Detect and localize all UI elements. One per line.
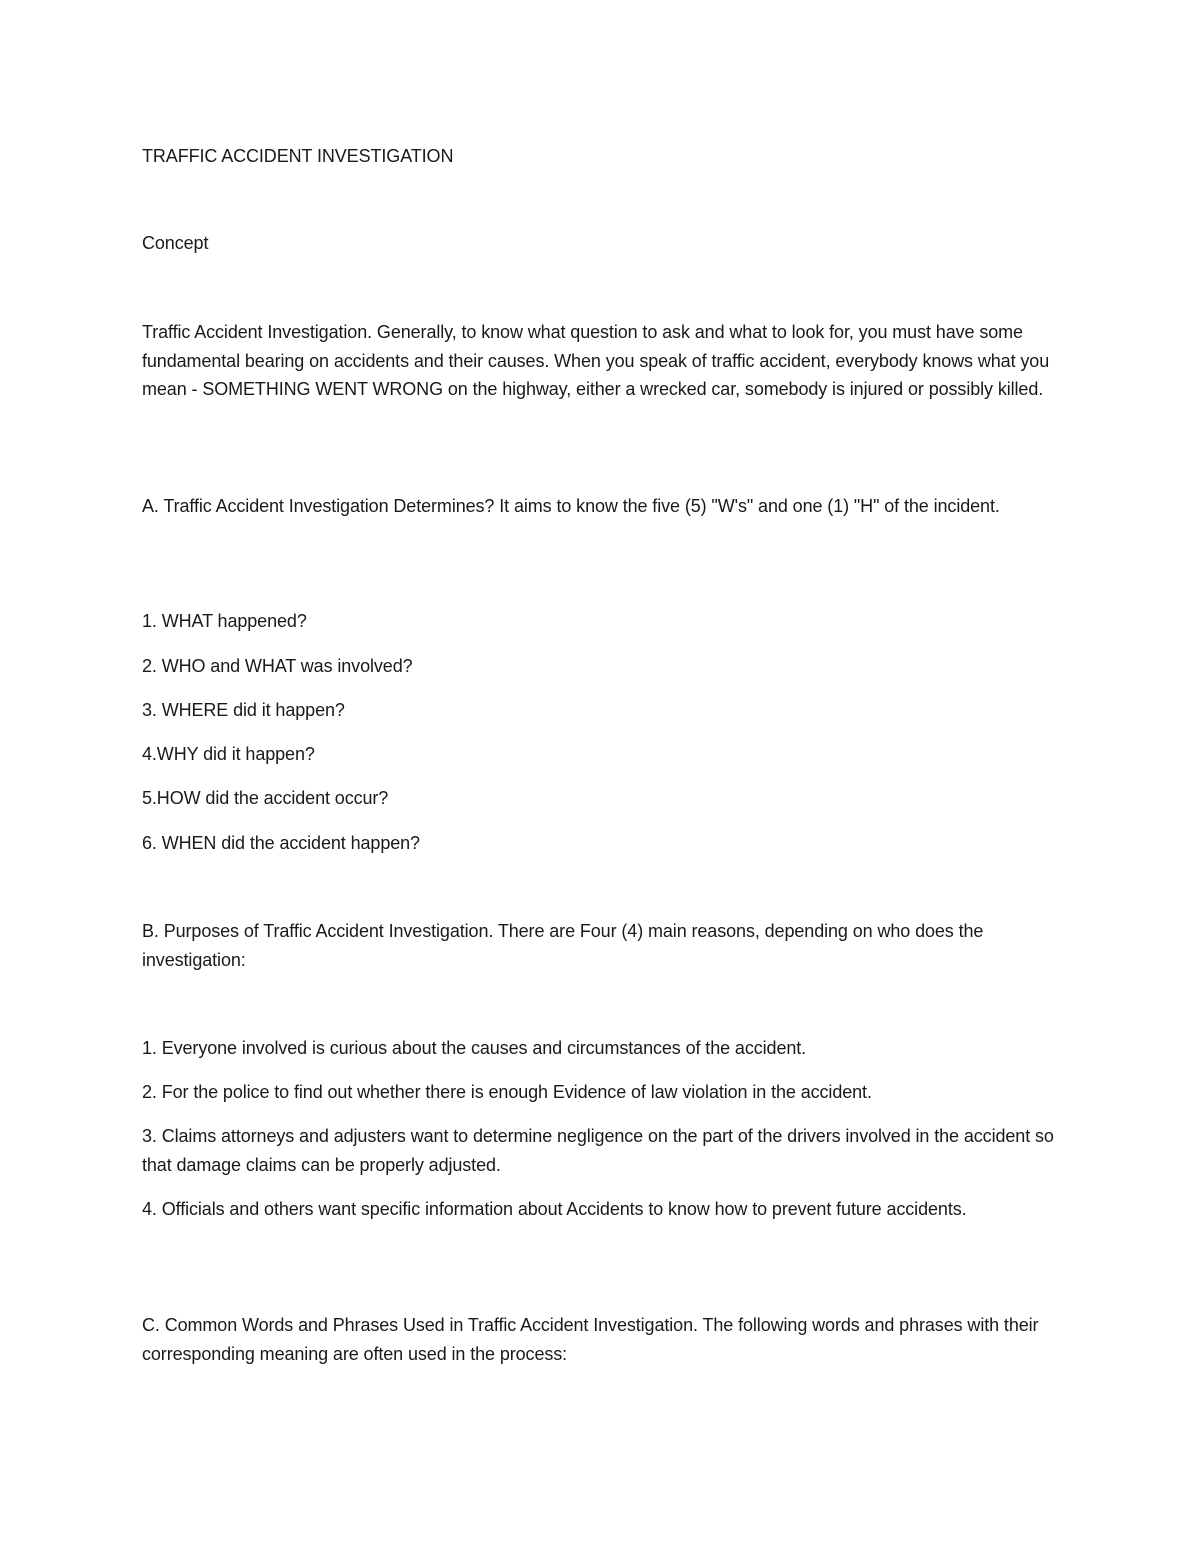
section-a-item: 6. WHEN did the accident happen? bbox=[142, 833, 420, 853]
section-a-heading: A. Traffic Accident Investigation Determines? It aims to know the five (5) "W's" and one (1) "H" of the incident. bbox=[142, 496, 1000, 516]
section-a-item: 2. WHO and WHAT was involved? bbox=[142, 656, 413, 676]
section-b-item: 3. Claims attorneys and adjusters want to determine negligence on the part of the drivers involved in the accident so that damage claims can be properly adjusted. bbox=[142, 1126, 1054, 1175]
section-a-item: 4.WHY did it happen? bbox=[142, 744, 315, 764]
section-b-item: 1. Everyone involved is curious about the causes and circumstances of the accident. bbox=[142, 1038, 807, 1058]
document-title: TRAFFIC ACCIDENT INVESTIGATION bbox=[142, 146, 454, 166]
section-b-item: 2. For the police to find out whether there is enough Evidence of law violation in the accident. bbox=[142, 1082, 872, 1102]
concept-heading: Concept bbox=[142, 233, 209, 253]
section-a-item: 5.HOW did the accident occur? bbox=[142, 788, 389, 808]
section-a-item: 1. WHAT happened? bbox=[142, 611, 307, 631]
intro-paragraph: Traffic Accident Investigation. Generally, to know what question to ask and what to look for, you must have some fundamental bearing on accidents and their causes. When you speak of traffic accident, everybody knows what you mean - SOMETHING WENT WRONG on the highway, either a wrecked car, somebody is injured or possibly killed. bbox=[142, 322, 1050, 399]
section-b-heading: B. Purposes of Traffic Accident Investigation. There are Four (4) main reasons, depending on who does the investigation: bbox=[142, 921, 984, 970]
section-c-heading: C. Common Words and Phrases Used in Traffic Accident Investigation. The following words and phrases with their corresponding meaning are often used in the process: bbox=[142, 1315, 1039, 1364]
section-a-item: 3. WHERE did it happen? bbox=[142, 700, 345, 720]
section-b-item: 4. Officials and others want specific information about Accidents to know how to prevent future accidents. bbox=[142, 1199, 967, 1219]
